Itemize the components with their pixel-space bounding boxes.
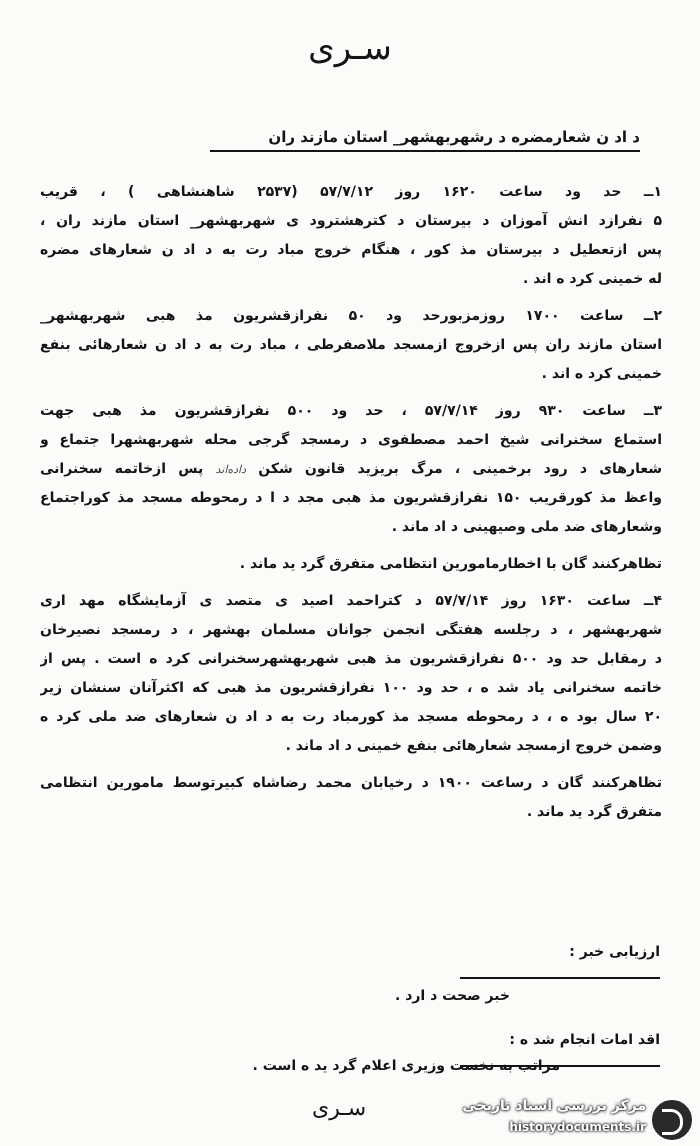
text-line: ۲۰ سال بود ه ، د رمحوطه مسجد مذ کورمباد رت به د اد ن شعارهای ضد ملی کرد ه bbox=[40, 709, 662, 725]
watermark-url: historydocuments.ir bbox=[509, 1120, 646, 1134]
text-line: خمینی کرد ه اند . bbox=[541, 366, 662, 382]
text-line: واعظ مذ کورقریب ۱۵۰ نفرازقشریون مذ هبی مجد د ا د رمحوطه مسجد مذ کوراجتماع bbox=[40, 490, 662, 506]
text-line: وشعارهای ضد ملی وصیهینی د اد ماند . bbox=[391, 519, 662, 535]
text-line: ۱ــ حد ود ساعت ۱۶۲۰ روز ۵۷/۷/۱۲ (۲۵۳۷ شاهنشاهی ) ، قریب bbox=[40, 184, 662, 200]
actions-label: اقد امات انجام شد ه : bbox=[460, 1018, 660, 1067]
document-subject: د اد ن شعارمضره د رشهربهشهر_ استان مازند ران bbox=[210, 128, 640, 152]
text-line: وضمن خروج ازمسجد شعارهائی بنفع خمینی د اد ماند . bbox=[285, 738, 662, 754]
closing-line: مراتب به نخست وزیری اعلام گرد ید ه است . bbox=[252, 1058, 560, 1074]
text-line: پس ازتعطیل د بیرستان مذ کور ، هنگام خروج مباد رت به د اد ن شعارهای مضره bbox=[40, 242, 662, 258]
archive-logo-icon bbox=[650, 1098, 694, 1142]
paragraph-3b bbox=[40, 550, 662, 579]
text-line: ۵ نفرازد انش آموزان د بیرستان د کترهشترود ی شهربهشهر_ استان مازند ران ، bbox=[40, 213, 662, 229]
evaluation-block bbox=[100, 930, 660, 1062]
paragraph-4b bbox=[40, 769, 662, 827]
text-line: د رمقابل حد ود ۵۰۰ نفرازقشریون مذ هبی شهربهشهرسخنرانی کرد ه است . پس از bbox=[40, 651, 662, 667]
text-line: استان مازند ران پس ازخروج ازمسجد ملاصفرطی ، مباد رت به د اد ن شعارهائی بنفع bbox=[40, 337, 662, 353]
text-line: تظاهرکنند گان د رساعت ۱۹۰۰ د رخیابان محمد رضاشاه کبیرتوسط مامورین انتظامی bbox=[40, 775, 662, 791]
watermark bbox=[448, 1094, 694, 1142]
text-line: خاتمه سخنرانی یاد شد ه ، حد ود ۱۰۰ نفرازقشریون مذ هبی که اکثرآنان سنشان زیر bbox=[40, 680, 662, 696]
text-segment: شعارهای د رود برخمینی ، مرگ بریزید قانون شکن bbox=[258, 461, 662, 477]
paragraph-1 bbox=[40, 178, 662, 294]
evaluation-label: ارزیابی خبر : bbox=[460, 930, 660, 979]
text-line: ۴ــ ساعت ۱۶۳۰ روز ۵۷/۷/۱۴ د کتراحمد اصید ی متصد ی آزمایشگاه مهد اری bbox=[40, 593, 662, 609]
evaluation-value: خبر صحت د ارد . bbox=[395, 988, 510, 1004]
text-line: متفرق گرد ید ماند . bbox=[526, 804, 662, 820]
paragraph-4 bbox=[40, 587, 662, 761]
text-segment: پس ازخاتمه سخنرانی bbox=[40, 461, 204, 477]
text-line: له خمینی کرد ه اند . bbox=[523, 271, 662, 287]
paragraph-2 bbox=[40, 302, 662, 389]
text-line: ۲ــ ساعت ۱۷۰۰ روزمزبورحد ود ۵۰ نفرازقشریون مذ هبی شهربهشهر_ bbox=[40, 308, 662, 324]
handwritten-note: داده‌اند bbox=[215, 463, 247, 476]
classification-top: سـری bbox=[308, 28, 392, 68]
paragraph-3 bbox=[40, 397, 662, 542]
classification-bottom: سـری bbox=[312, 1096, 367, 1121]
text-line: استماع سخنرانی شیخ احمد مصطفوی د رمسجد گرجی محله شهربهشهرا جتماع و bbox=[40, 432, 662, 448]
text-line: شهربهشهر ، د رجلسه هفتگی انجمن جوانان مسلمان بهشهر ، د رمسجد نصیرخان bbox=[40, 622, 662, 638]
text-line: ۳ــ ساعت ۹۳۰ روز ۵۷/۷/۱۴ ، حد ود ۵۰۰ نفرازقشریون مذ هبی جهت bbox=[40, 403, 662, 419]
text-line-with-note bbox=[40, 455, 662, 484]
watermark-text: مرکز بررسی اسناد تاریخی bbox=[462, 1098, 646, 1114]
text-line: تظاهرکنند گان با اخطارمامورین انتظامی متفرق گرد ید ماند . bbox=[239, 556, 662, 572]
document-body bbox=[40, 178, 662, 835]
